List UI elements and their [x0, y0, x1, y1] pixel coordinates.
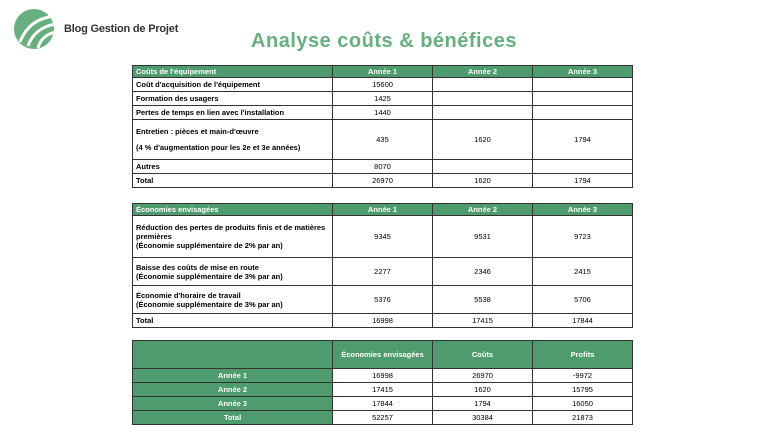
- costs-header-label: Coûts de l'équipement: [133, 66, 333, 78]
- cell-savings: 17844: [333, 397, 433, 411]
- cell-costs: 1620: [433, 383, 533, 397]
- row-label: Année 2: [133, 383, 333, 397]
- summary-header-profits: Profits: [533, 341, 633, 369]
- summary-header-costs: Coûts: [433, 341, 533, 369]
- total-label: Total: [133, 174, 333, 188]
- table-row: [133, 258, 633, 286]
- table-row: [133, 286, 633, 314]
- summary-table: [132, 340, 633, 425]
- costs-total-row: [133, 174, 633, 188]
- cell-profits: 15795: [533, 383, 633, 397]
- summary-header-row: [133, 341, 633, 369]
- total-label: Total: [133, 411, 333, 425]
- table-row: [133, 106, 633, 120]
- row-label: Formation des usagers: [133, 92, 333, 106]
- brand-name: Blog Gestion de Projet: [64, 23, 179, 35]
- summary-total-row: [133, 411, 633, 425]
- cell-year3: [533, 78, 633, 92]
- table-row: [133, 78, 633, 92]
- total-costs: 30384: [433, 411, 533, 425]
- cell-year3: 2415: [533, 258, 633, 286]
- cell-year3: [533, 106, 633, 120]
- savings-header-row: [133, 204, 633, 216]
- row-label: Autres: [133, 160, 333, 174]
- cell-year3: 9723: [533, 216, 633, 258]
- cell-year2: [433, 160, 533, 174]
- cell-year1: 5376: [333, 286, 433, 314]
- cell-year2: 2346: [433, 258, 533, 286]
- summary-header-empty: [133, 341, 333, 369]
- cell-year2: 5538: [433, 286, 533, 314]
- cell-year1: 9345: [333, 216, 433, 258]
- table-row: [133, 216, 633, 258]
- table-row: [133, 397, 633, 411]
- savings-header-year2: Année 2: [433, 204, 533, 216]
- cell-profits: -9972: [533, 369, 633, 383]
- cell-year1: 435: [333, 120, 433, 160]
- cell-year1: 8070: [333, 160, 433, 174]
- savings-total-row: [133, 314, 633, 328]
- savings-header-year1: Année 1: [333, 204, 433, 216]
- total-year1: 26970: [333, 174, 433, 188]
- row-label: Entretien : pièces et main-d'œuvre: [136, 127, 259, 136]
- cell-year2: [433, 106, 533, 120]
- cell-year1: 1440: [333, 106, 433, 120]
- cell-year1: 2277: [333, 258, 433, 286]
- row-note: (Économie supplémentaire de 2% par an): [136, 241, 283, 250]
- table-row: [133, 160, 633, 174]
- total-year3: 1794: [533, 174, 633, 188]
- cell-year3: [533, 92, 633, 106]
- page-title: Analyse coûts & bénéfices: [251, 30, 517, 52]
- row-label: Année 3: [133, 397, 333, 411]
- row-label: Coût d'acquisition de l'équipement: [133, 78, 333, 92]
- total-year1: 16998: [333, 314, 433, 328]
- total-year2: 1620: [433, 174, 533, 188]
- cell-year2: [433, 92, 533, 106]
- cell-year3: [533, 160, 633, 174]
- total-savings: 52257: [333, 411, 433, 425]
- row-note: (4 % d'augmentation pour les 2e et 3e années): [136, 143, 301, 152]
- table-row: [133, 383, 633, 397]
- total-year2: 17415: [433, 314, 533, 328]
- row-note: (Économie supplémentaire de 3% par an): [136, 299, 283, 309]
- cell-savings: 17415: [333, 383, 433, 397]
- costs-table: [132, 65, 633, 188]
- summary-header-savings: Économies envisagées: [333, 341, 433, 369]
- row-label: Baisse des coûts de mise en route: [136, 262, 259, 272]
- row-label-multiline: [133, 120, 333, 160]
- savings-table: [132, 203, 633, 328]
- cell-profits: 16050: [533, 397, 633, 411]
- cell-year3: 1794: [533, 120, 633, 160]
- cell-year3: 5706: [533, 286, 633, 314]
- cell-costs: 1794: [433, 397, 533, 411]
- row-label: Pertes de temps en lien avec l'installation: [133, 106, 333, 120]
- row-label: Réduction des pertes de produits finis et de matières premières: [136, 223, 326, 241]
- table-row: [133, 120, 633, 160]
- row-note: (Économie supplémentaire de 3% par an): [136, 271, 283, 281]
- cell-year1: 15600: [333, 78, 433, 92]
- total-profits: 21873: [533, 411, 633, 425]
- row-label-multiline: [133, 286, 333, 314]
- row-label: Année 1: [133, 369, 333, 383]
- cell-year2: 9531: [433, 216, 533, 258]
- row-label-multiline: [133, 216, 333, 258]
- total-label: Total: [133, 314, 333, 328]
- cell-year2: [433, 78, 533, 92]
- savings-header-label: Économies envisagées: [133, 204, 333, 216]
- savings-header-year3: Année 3: [533, 204, 633, 216]
- costs-header-year3: Année 3: [533, 66, 633, 78]
- cell-savings: 16998: [333, 369, 433, 383]
- cell-year2: 1620: [433, 120, 533, 160]
- cell-year1: 1425: [333, 92, 433, 106]
- row-label: Économie d'horaire de travail: [136, 290, 241, 300]
- costs-header-year1: Année 1: [333, 66, 433, 78]
- table-row: [133, 369, 633, 383]
- cell-costs: 26970: [433, 369, 533, 383]
- costs-header-row: [133, 66, 633, 78]
- costs-header-year2: Année 2: [433, 66, 533, 78]
- total-year3: 17844: [533, 314, 633, 328]
- row-label-multiline: [133, 258, 333, 286]
- table-row: [133, 92, 633, 106]
